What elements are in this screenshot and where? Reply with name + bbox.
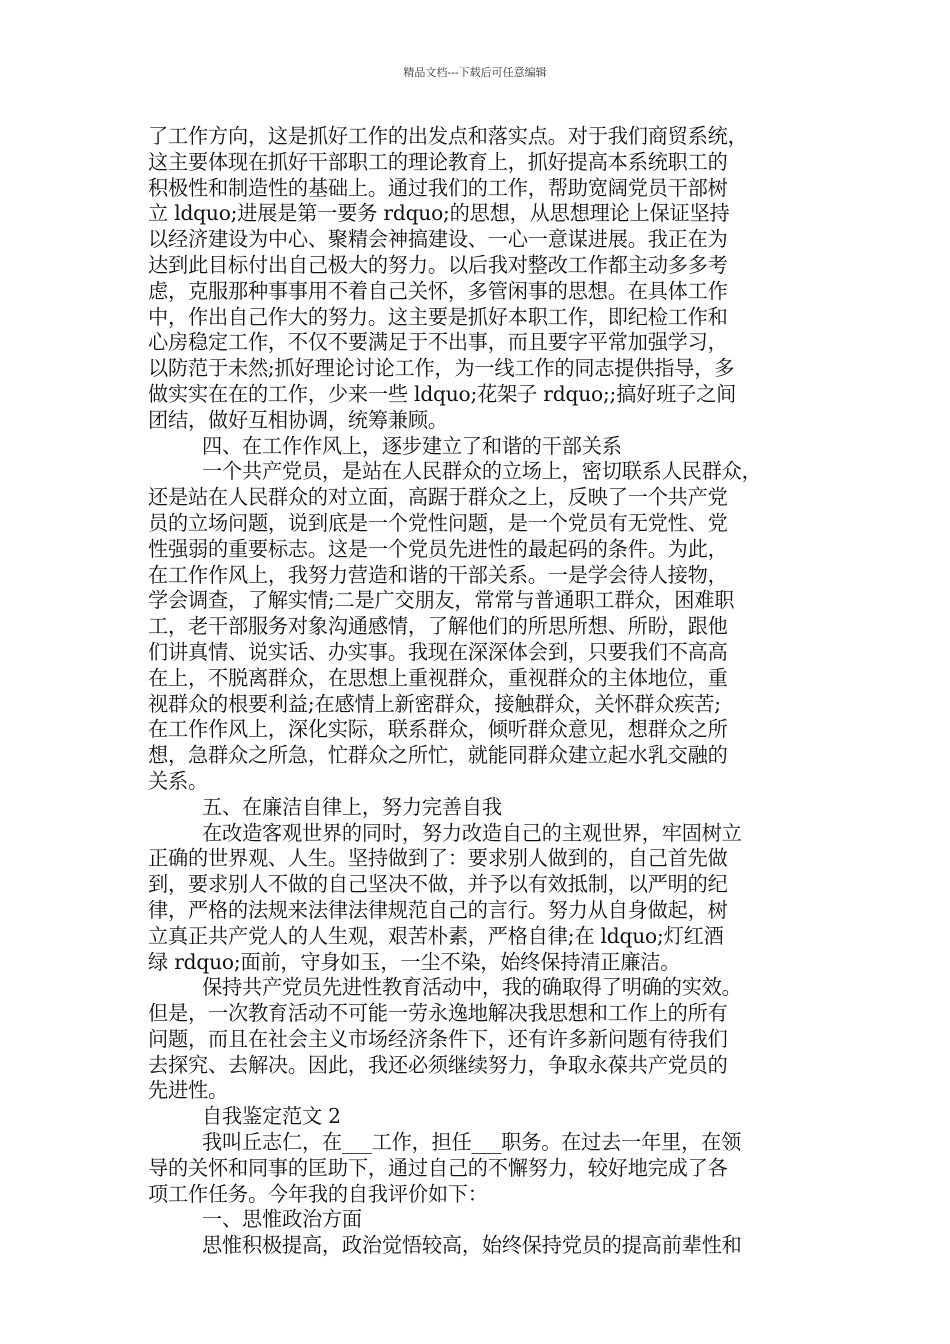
- text-line: 还是站在人民群众的对立面，高踞于群众之上，反映了一个共产党: [148, 485, 728, 510]
- page-header: 精品文档---下载后可任意编辑: [403, 66, 547, 79]
- text-line: 学会调查，了解实情;二是广交朋友，常常与普通职工群众，困难职: [148, 588, 735, 613]
- text-line: 们讲真情、说实话、办实事。我现在深深体会到，只要我们不高高: [148, 639, 728, 664]
- text-line: 达到此目标付出自己极大的努力。以后我对整改工作都主动多多考: [148, 252, 728, 277]
- text-line: 一个共产党员，是站在人民群众的立场上，密切联系人民群众，: [202, 459, 762, 484]
- text-line: 想，急群众之所急，忙群众之所忙，就能同群众建立起水乳交融的: [148, 743, 728, 768]
- text-line: 绿 rdquo;面前，守身如玉，一尘不染，始终保持清正廉洁。: [148, 949, 681, 974]
- text-line: 先进性。: [148, 1078, 228, 1103]
- text-line: 工，老干部服务对象沟通感情，了解他们的所思所想、所盼，跟他: [148, 614, 728, 639]
- text-line: 律，严格的法规来法律法律规范自己的言行。努力从自身做起，树: [148, 897, 728, 922]
- text-line: 在改造客观世界的同时，努力改造自己的主观世界，牢固树立: [202, 820, 742, 845]
- text-line: 四、在工作作风上，逐步建立了和谐的干部关系: [202, 433, 622, 458]
- text-line: 以经济建设为中心、聚精会神搞建设、一心一意谋进展。我正在为: [148, 227, 728, 252]
- text-line: 我叫丘志仁，在___工作，担任___职务。在过去一年里，在领: [202, 1130, 742, 1155]
- text-line: 这主要体现在抓好干部职工的理论教育上，抓好提高本系统职工的: [148, 149, 728, 174]
- text-line: 去探究、去解决。因此，我还必须继续努力，争取永葆共产党员的: [148, 1052, 728, 1077]
- text-line: 项工作任务。今年我的自我评价如下：: [148, 1181, 488, 1206]
- text-line: 在工作作风上，深化实际，联系群众，倾听群众意见，想群众之所: [148, 717, 728, 742]
- text-line: 视群众的根要利益;在感情上新密群众，接触群众，关怀群众疾苦;: [148, 691, 721, 716]
- text-line: 思惟积极提高，政治觉悟较高，始终保持党员的提高前辈性和: [202, 1233, 742, 1258]
- text-line: 立 ldquo;进展是第一要务 rdquo;的思想，从思想理论上保证坚持: [148, 201, 730, 226]
- text-line: 保持共产党员先进性教育活动中，我的确取得了明确的实效。: [202, 975, 742, 1000]
- document-body: [148, 124, 818, 1259]
- text-line: 心房稳定工作，不仅不要满足于不出事，而且要字平常加强学习，: [148, 330, 728, 355]
- text-line: 关系。: [148, 768, 208, 793]
- text-line: 导的关怀和同事的匡助下，通过自己的不懈努力，较好地完成了各: [148, 1155, 728, 1180]
- text-line: 员的立场问题，说到底是一个党性问题，是一个党员有无党性、党: [148, 510, 728, 535]
- text-line: 积极性和制造性的基础上。通过我们的工作，帮助宽阔党员干部树: [148, 175, 728, 200]
- text-line: 立真正共产党人的人生观，艰苦朴素，严格自律;在 ldquo;灯红酒: [148, 923, 724, 948]
- text-line: 了工作方向，这是抓好工作的出发点和落实点。对于我们商贸系统，: [148, 124, 748, 148]
- text-line: 但是，一次教育活动不可能一劳永逸地解决我思想和工作上的所有: [148, 1001, 728, 1026]
- text-line: 团结，做好互相协调，统筹兼顾。: [148, 407, 448, 432]
- text-line: 自我鉴定范文 2: [202, 1104, 341, 1129]
- text-line: 中，作出自己作大的努力。这主要是抓好本职工作，即纪检工作和: [148, 304, 728, 329]
- text-line: 正确的世界观、人生。坚持做到了：要求别人做到的，自己首先做: [148, 846, 728, 871]
- text-line: 在工作作风上，我努力营造和谐的干部关系。一是学会待人接物，: [148, 562, 728, 587]
- text-line: 到，要求别人不做的自己坚决不做，并予以有效抵制，以严明的纪: [148, 872, 728, 897]
- text-line: 一、思惟政治方面: [202, 1207, 362, 1232]
- text-line: 性强弱的重要标志。这是一个党员先进性的最起码的条件。为此，: [148, 536, 728, 561]
- text-line: 虑，克服那种事事用不着自己关怀，多管闲事的思想。在具体工作: [148, 278, 728, 303]
- text-line: 问题，而且在社会主义市场经济条件下，还有许多新问题有待我们: [148, 1026, 728, 1051]
- text-line: 五、在廉洁自律上，努力完善自我: [202, 794, 502, 819]
- text-line: 做实实在在的工作，少来一些 ldquo;花架子 rdquo;;搞好班子之间: [148, 381, 737, 406]
- text-line: 以防范于未然;抓好理论讨论工作，为一线工作的同志提供指导，多: [148, 356, 735, 381]
- text-line: 在上，不脱离群众，在思想上重视群众，重视群众的主体地位，重: [148, 665, 728, 690]
